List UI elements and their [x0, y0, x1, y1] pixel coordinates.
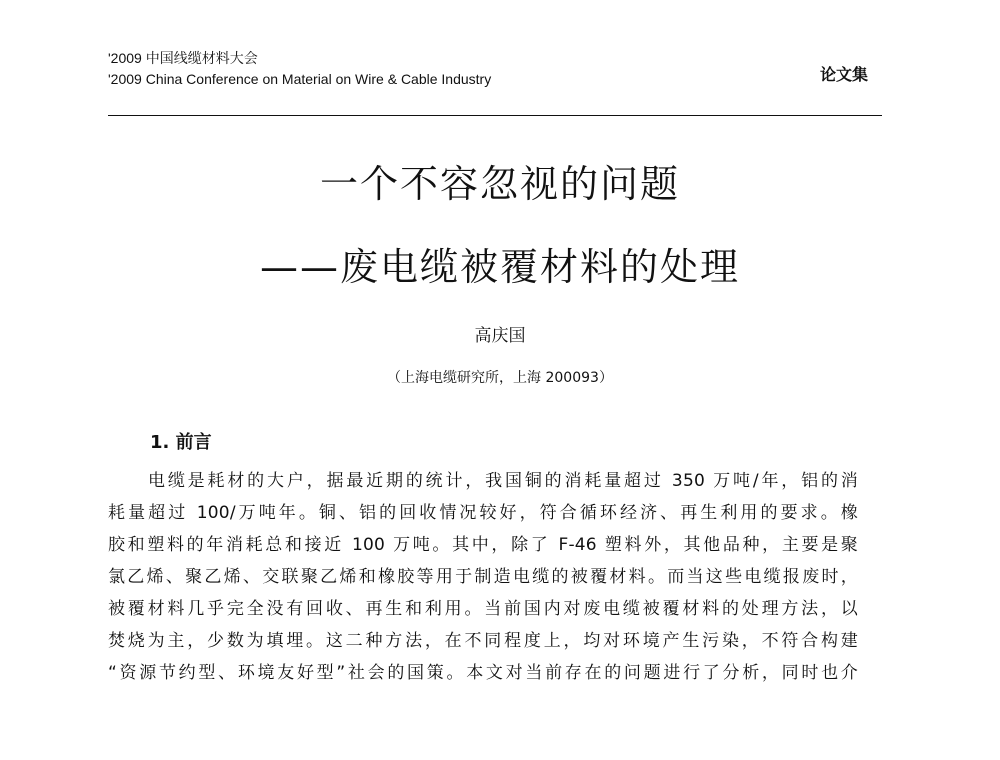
introduction-body	[108, 465, 858, 689]
body-line: 胶和塑料的年消耗总和接近 100 万吨。其中，除了 F-46 塑料外，其他品种，主要是聚	[108, 535, 858, 555]
author-name: 高庆国	[474, 326, 526, 346]
conference-name-cn: '2009 中国线缆材料大会	[108, 50, 258, 66]
collection-label: 论文集	[820, 65, 869, 84]
body-line: 被覆材料几乎完全没有回收、再生和利用。当前国内对废电缆被覆材料的处理方法，以	[108, 599, 858, 619]
running-header	[108, 48, 708, 90]
conference-name-en: '2009 China Conference on Material on Wire & Cable Industry	[108, 71, 492, 87]
body-line: 电缆是耗材的大户，据最近期的统计，我国铜的消耗量超过 350 万吨/年，铝的消	[148, 471, 858, 491]
body-line: 耗量超过 100/万吨年。铜、铝的回收情况较好，符合循环经济、再生利用的要求。橡	[108, 503, 858, 523]
author-affiliation: （上海电缆研究所，上海 200093）	[387, 370, 613, 386]
body-line: 焚烧为主，少数为填埋。这二种方法，在不同程度上，均对环境产生污染，不符合构建	[108, 631, 858, 651]
paper-subtitle: ——废电缆被覆材料的处理	[259, 245, 740, 289]
body-line: 氯乙烯、聚乙烯、交联聚乙烯和橡胶等用于制造电缆的被覆材料。而当这些电缆报废时，	[108, 567, 858, 587]
paper-title: 一个不容忽视的问题	[319, 162, 680, 206]
section-heading-introduction: 1. 前言	[150, 432, 212, 453]
header-divider	[108, 115, 882, 116]
body-line: “资源节约型、环境友好型”社会的国策。本文对当前存在的问题进行了分析，同时也介	[108, 663, 858, 683]
